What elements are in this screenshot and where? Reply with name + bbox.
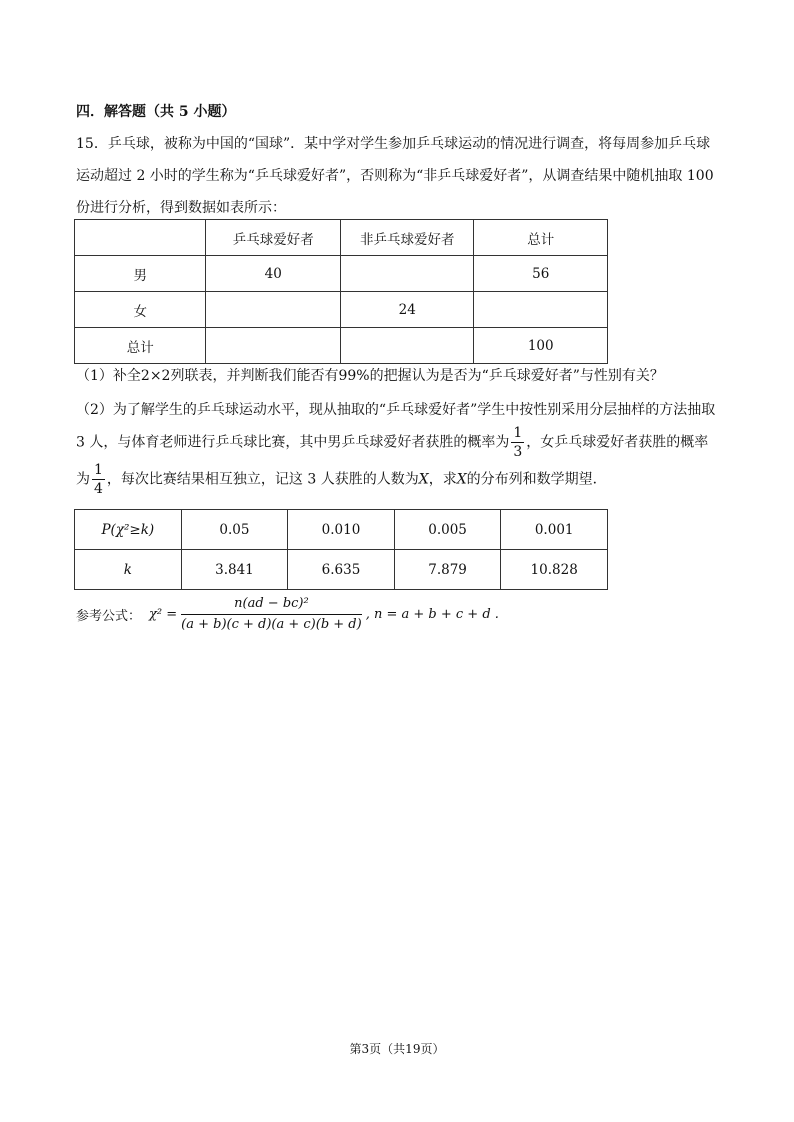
- table-cell: 56: [474, 256, 608, 292]
- table-cell: 0.05: [181, 510, 288, 550]
- table-cell: 3.841: [181, 550, 288, 590]
- fraction-numerator: 1: [513, 425, 523, 441]
- q2-text: （2）为了解学生的乒乓球运动水平，现从抽取的“乒乓球爱好者”学生中按性别采用分层抽样的方法抽取 3 人，与体育老师进行乒乓球比赛，其中男乒乓球爱好者获胜的概率为: [76, 402, 716, 451]
- contingency-table: [74, 219, 608, 364]
- table-cell: 6.635: [288, 550, 395, 590]
- table-cell: 10.828: [501, 550, 608, 590]
- table-cell: 0.001: [501, 510, 608, 550]
- table-cell: [206, 292, 340, 328]
- table-cell: 乒乓球爱好者: [206, 220, 340, 256]
- question-1: （1）补全2×2列联表，并判断我们能否有99%的把握认为是否为“乒乓球爱好者”与性别有关？: [76, 368, 664, 384]
- table-cell: k: [75, 550, 182, 590]
- q2-text: 为: [76, 471, 90, 488]
- table-cell: 40: [206, 256, 340, 292]
- table-row: [75, 256, 608, 292]
- reference-formula: [76, 594, 499, 635]
- table-cell: [340, 256, 473, 292]
- table-cell: 0.005: [394, 510, 501, 550]
- table-row: [75, 292, 608, 328]
- table-cell: 女: [75, 292, 206, 328]
- formula-lhs: χ² =: [149, 607, 178, 622]
- section-title: 四．解答题（共 5 小题）: [76, 104, 236, 120]
- formula-numerator: n(ad − bc)²: [181, 594, 362, 615]
- table-cell: [75, 220, 206, 256]
- table-cell: 0.010: [288, 510, 395, 550]
- table-cell: 总计: [474, 220, 608, 256]
- table-cell: 24: [340, 292, 473, 328]
- q2-text: ，每次比赛结果相互独立，记这 3 人获胜的人数为: [106, 471, 419, 488]
- formula-label: 参考公式：: [76, 609, 142, 624]
- table-row: [75, 328, 608, 364]
- page-footer: 第3页（共19页）: [349, 1042, 445, 1056]
- table-cell: 100: [474, 328, 608, 364]
- problem-intro: 15．乒乓球，被称为中国的“国球”．某中学对学生参加乒乓球运动的情况进行调查，将每周参加乒乓球运动超过 2 小时的学生称为“乒乓球爱好者”，否则称为“非乒乓球爱好者”，从调查结果中随机抽取 100 份进行分析，得到数据如表所示：: [76, 136, 714, 216]
- chi-square-table: [74, 509, 608, 590]
- table-cell: 总计: [75, 328, 206, 364]
- table-cell: [340, 328, 473, 364]
- fraction-denominator: 4: [94, 481, 103, 497]
- table-cell: 男: [75, 256, 206, 292]
- q2-text: ，求: [428, 471, 457, 488]
- table-header-row: [75, 220, 608, 256]
- table-row: [75, 550, 608, 590]
- table-cell: P(χ²≥k): [75, 510, 182, 550]
- question-2: [76, 396, 726, 498]
- q2-text: ，女乒乓球爱好者获胜的概率: [526, 434, 709, 451]
- fraction-one-fourth: [92, 461, 105, 498]
- variable-x: X: [418, 471, 429, 488]
- table-cell: [474, 292, 608, 328]
- table-row: [75, 510, 608, 550]
- variable-x: X: [456, 471, 467, 488]
- fraction-numerator: 1: [94, 462, 103, 478]
- formula-denominator: (a + b)(c + d)(a + c)(b + d): [181, 617, 362, 632]
- table-cell: 7.879: [394, 550, 501, 590]
- table-cell: 非乒乓球爱好者: [340, 220, 473, 256]
- fraction-one-third: [511, 424, 524, 461]
- q2-text: 的分布列和数学期望．: [466, 471, 607, 488]
- table-cell: [206, 328, 340, 364]
- fraction-denominator: 3: [513, 444, 523, 460]
- formula-tail: , n = a + b + c + d .: [365, 607, 499, 622]
- formula-fraction: [181, 594, 362, 635]
